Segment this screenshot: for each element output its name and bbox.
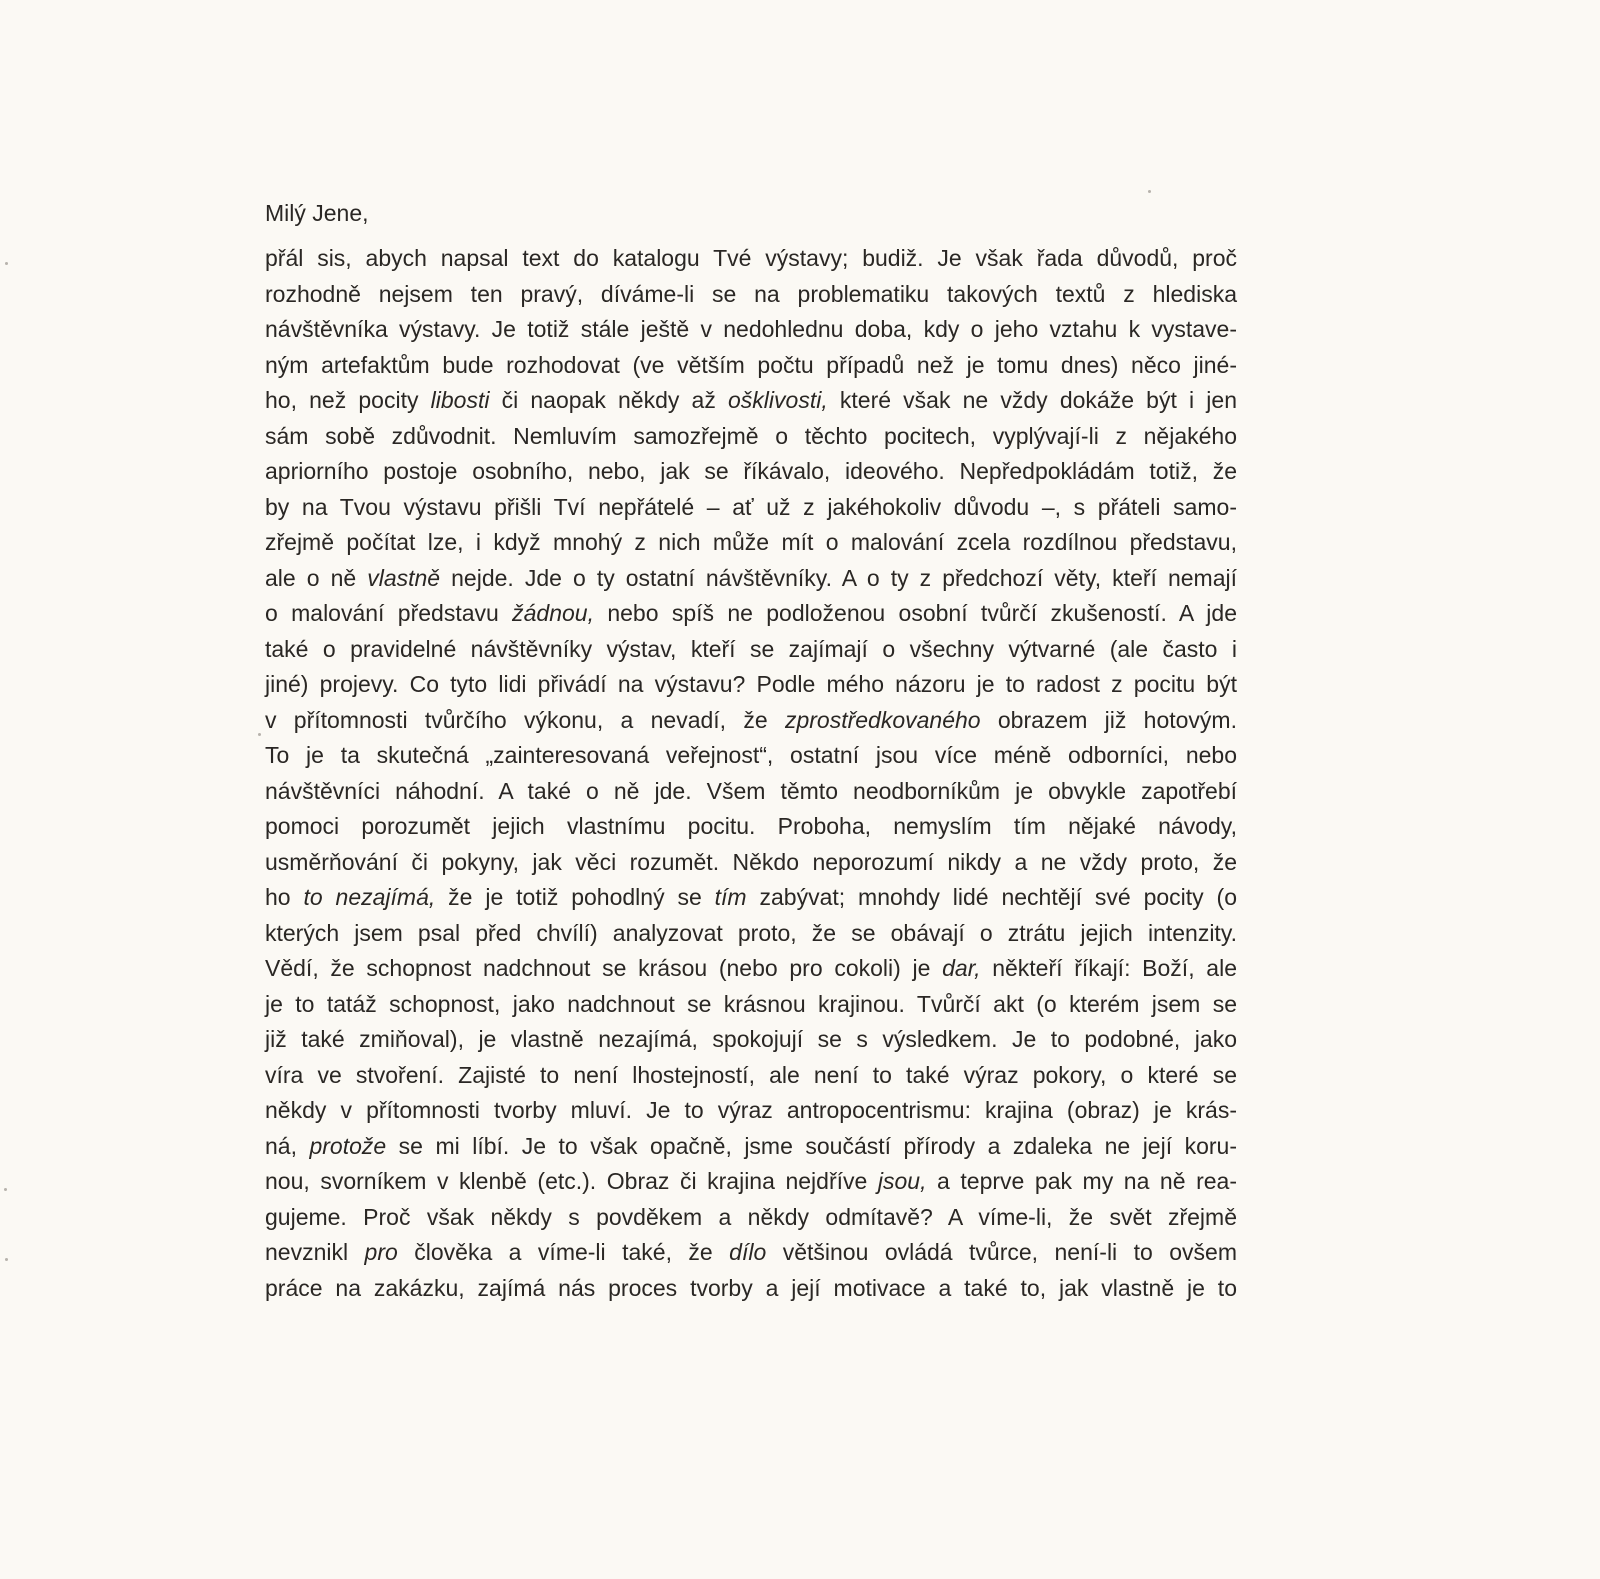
text-segment: jiné) projevy. Co tyto lidi přivádí na výstavu? Podle mého názoru je to radost z pocitu být [265,671,1237,697]
text-line [265,845,1237,881]
text-segment: ale o ně [265,564,368,591]
emphasis-text: vlastně [367,564,441,591]
text-line [265,561,1237,597]
text-line [265,738,1237,774]
text-segment: práce na zakázku, zajímá nás proces tvorby a její motivace a také to, jak vlastně je to [265,1274,1237,1301]
text-line [265,596,1237,632]
text-segment: člověka a víme-li také, že [397,1239,730,1265]
text-line [265,277,1237,313]
emphasis-text: pro [364,1239,398,1265]
text-line [265,525,1237,561]
text-line [265,348,1237,384]
text-segment: ná, [265,1132,310,1159]
text-segment: v přítomnosti tvůrčího výkonu, a nevadí, že [265,706,785,733]
text-line [265,1022,1237,1058]
text-line [265,1058,1237,1094]
text-segment: usměrňování či pokyny, jak věci rozumět. Někdo neporozumí nikdy a ne vždy proto, že [265,848,1237,875]
text-segment: pomoci porozumět jejich vlastnímu pocitu. Proboha, nemyslím tím nějaké návody, [265,813,1237,839]
text-line [265,419,1237,455]
text-segment: většinou ovládá tvůrce, není-li to ovšem [766,1239,1237,1265]
text-segment: již také zmiňoval), je vlastně nezajímá, spokojují se s výsledkem. Je to podobné, jako [265,1026,1237,1052]
paper-speck [1148,190,1151,193]
paper-speck [5,1258,8,1261]
text-line [265,703,1237,739]
text-segment: sám sobě zdůvodnit. Nemluvím samozřejmě o těchto pocitech, vyplývají-li z nějakého [265,422,1237,449]
text-segment: přál sis, abych napsal text do katalogu Tvé výstavy; budiž. Je však řada důvodů, proč [265,245,1237,271]
text-line [265,667,1237,703]
text-line [265,490,1237,526]
text-segment: že je totiž pohodlný se [435,884,715,910]
text-segment: ho, než pocity [265,387,431,413]
text-segment: rozhodně nejsem ten pravý, díváme-li se na problematiku takových textů z hlediska [265,280,1237,307]
paper-speck [5,262,8,265]
emphasis-text: tím [714,884,747,910]
text-line [265,1093,1237,1129]
text-line [265,1271,1237,1307]
text-segment: je to tatáž schopnost, jako nadchnout se krásnou krajinou. Tvůrčí akt (o kterém jsem se [265,990,1237,1017]
text-segment: které však ne vždy dokáže být i jen [827,387,1237,413]
text-segment: nejde. Jde o ty ostatní návštěvníky. A o ty z předchozí věty, kteří nemají [440,564,1237,591]
text-segment: o malování představu [265,600,513,626]
text-line [265,1235,1237,1271]
letter-body [265,196,1237,1306]
salutation: Milý Jene, [265,200,369,226]
text-line [265,774,1237,810]
text-segment: obrazem již hotovým. [980,706,1237,733]
text-segment: To je ta skutečná „zainteresovaná veřejnost“, ostatní jsou více méně odborníci, nebo [265,742,1237,768]
text-line [265,383,1237,419]
paper-speck [258,733,261,736]
paper-speck [4,1188,7,1191]
emphasis-text: jsou, [877,1168,927,1194]
text-line [265,951,1237,987]
text-segment: návštěvníka výstavy. Je totiž stále ještě v nedohlednu doba, kdy o jeho vztahu k vystave- [265,316,1237,342]
emphasis-text: žádnou, [512,600,594,626]
paragraph [265,241,1237,1306]
emphasis-text: ošklivosti, [728,387,828,413]
text-segment: zabývat; mnohdy lidé nechtějí své pocity (o [746,884,1237,910]
text-line [265,312,1237,348]
text-line [265,454,1237,490]
text-line [265,1129,1237,1165]
text-segment: nebo spíš ne podloženou osobní tvůrčí zkušeností. A jde [594,600,1237,626]
text-segment: také o pravidelné návštěvníky výstav, kteří se zajímají o všechny výtvarné (ale často i [265,635,1237,662]
text-line [265,880,1237,916]
text-segment: gujeme. Proč však někdy s povděkem a někdy odmítavě? A víme-li, že svět zřejmě [265,1203,1237,1230]
text-segment: nou, svorníkem v klenbě (etc.). Obraz či krajina nejdříve [265,1168,878,1194]
text-segment: by na Tvou výstavu přišli Tví nepřátelé – ať už z jakéhokoliv důvodu –, s přáteli samo- [265,493,1237,520]
text-line [265,241,1237,277]
emphasis-text: protože [309,1132,387,1159]
text-segment: někteří říkají: Boží, ale [980,955,1237,981]
text-segment: a teprve pak my na ně rea- [926,1168,1237,1194]
text-segment: někdy v přítomnosti tvorby mluví. Je to výraz antropocentrismu: krajina (obraz) je krás- [265,1097,1237,1123]
text-segment: víra ve stvoření. Zajisté to není lhostejností, ale není to také výraz pokory, o které se [265,1061,1237,1088]
text-segment: zřejmě počítat lze, i když mnohý z nich může mít o malování zcela rozdílnou představu, [265,529,1237,555]
text-segment: ným artefaktům bude rozhodovat (ve větším počtu případů než je tomu dnes) něco jiné- [265,351,1237,378]
text-segment: ho [265,884,304,910]
text-line [265,1164,1237,1200]
text-segment: kterých jsem psal před chvílí) analyzovat proto, že se obávají o ztrátu jejich intenzity. [265,919,1237,946]
text-line [265,632,1237,668]
text-line [265,1200,1237,1236]
emphasis-text: zprostředkovaného [784,706,981,733]
text-segment: návštěvníci náhodní. A také o ně jde. Všem těmto neodborníkům je obvykle zapotřebí [265,777,1237,804]
text-segment: Vědí, že schopnost nadchnout se krásou (nebo pro cokoli) je [265,955,943,981]
emphasis-text: to nezajímá, [303,884,436,910]
text-segment: se mi líbí. Je to však opačně, jsme součástí přírody a zdaleka ne její koru- [386,1132,1237,1159]
emphasis-text: dílo [729,1239,767,1265]
emphasis-text: libosti [430,387,490,413]
text-line [265,916,1237,952]
text-segment: apriorního postoje osobního, nebo, jak se říkávalo, ideového. Nepředpokládám totiž, že [265,458,1237,484]
text-line [265,987,1237,1023]
text-segment: či naopak někdy až [489,387,729,413]
text-line [265,809,1237,845]
text-segment: nevznikl [265,1239,365,1265]
emphasis-text: dar, [942,955,981,981]
